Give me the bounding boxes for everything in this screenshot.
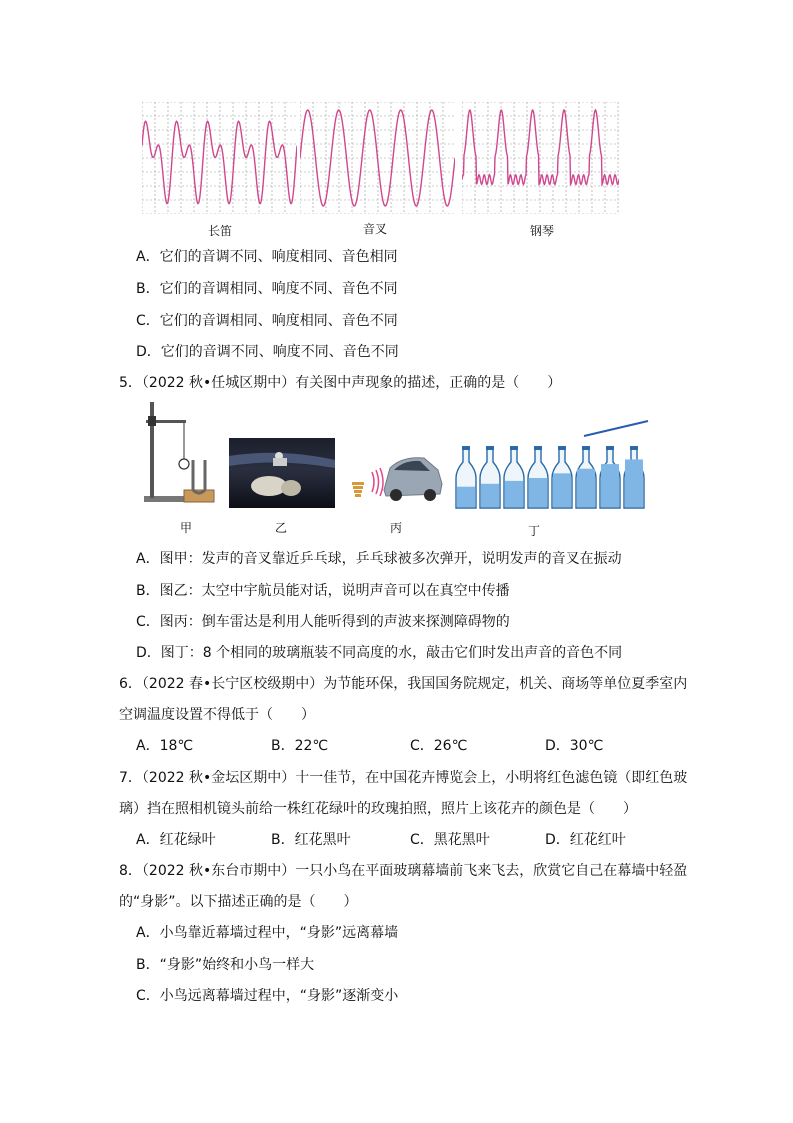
caption-flute: 长笛 — [208, 224, 233, 238]
q8-stem-line1: 8．（2022 秋•东台市期中）一只小鸟在平面玻璃幕墙前飞来飞去，欣赏它自己在幕墙中轻盈 — [119, 863, 688, 879]
q7-stem-line1: 7．（2022 秋•金坛区期中）十一佳节，在中国花卉博览会上，小明将红色滤色镜（即红色玻 — [119, 770, 688, 786]
q7-option-a: A．红花绿叶 — [136, 832, 216, 848]
figure-label-yi: 乙 — [275, 521, 288, 535]
q7-stem-line2: 璃）挡在照相机镜头前给一株红花绿叶的玫瑰拍照，照片上该花卉的颜色是（ ） — [119, 801, 637, 817]
figure-jia-tuning-fork-stand — [138, 398, 218, 508]
figure-label-jia: 甲 — [180, 521, 193, 535]
q4-option-c: C．它们的音调相同、响度相同、音色不同 — [136, 313, 398, 329]
q8-option-b: B．“身影”始终和小鸟一样大 — [136, 957, 315, 973]
q5-option-d: D．图丁：8 个相同的玻璃瓶装不同高度的水，敲击它们时发出声音的音色不同 — [136, 645, 623, 661]
q4-option-b: B．它们的音调相同、响度不同、音色不同 — [136, 281, 398, 297]
caption-tuning-fork: 音叉 — [363, 222, 388, 236]
q6-option-a: A．18℃ — [136, 738, 194, 754]
figure-yi-astronauts-photo — [229, 438, 335, 508]
q7-option-b: B．红花黑叶 — [271, 832, 351, 848]
q5-option-b: B．图乙：太空中宇航员能对话，说明声音可以在真空中传播 — [136, 583, 510, 599]
glass-bottle — [552, 446, 572, 508]
q5-option-c: C．图丙：倒车雷达是利用人能听得到的声波来探测障碍物的 — [136, 614, 510, 630]
glass-bottle — [600, 446, 620, 508]
caption-piano: 钢琴 — [530, 224, 555, 238]
piano-wave-line — [462, 110, 619, 184]
q4-option-d: D．它们的音调不同、响度不同、音色不同 — [136, 344, 399, 360]
q5-option-a: A．图甲：发声的音叉靠近乒乓球，乒乓球被多次弹开，说明发声的音叉在振动 — [136, 551, 622, 567]
q8-option-a: A．小鸟靠近幕墙过程中，“身影”远离幕墙 — [136, 925, 399, 941]
tuning-fork-wave-line — [300, 110, 455, 206]
waveform-piano — [462, 102, 619, 214]
figure-bing-car-radar — [350, 448, 446, 504]
figure-label-ding: 丁 — [528, 524, 541, 538]
glass-bottle — [528, 446, 548, 508]
glass-bottle — [504, 446, 524, 508]
glass-bottle — [624, 446, 644, 508]
tuning-fork-stand-drawing — [138, 398, 218, 508]
waveform-flute — [142, 102, 297, 214]
flute-wave-line — [142, 121, 297, 203]
q8-stem-line2: 的“身影”。以下描述正确的是（ ） — [119, 894, 358, 910]
q6-stem-line1: 6．（2022 春•长宁区校级期中）为节能环保，我国国务院规定，机关、商场等单位夏季室内 — [119, 676, 688, 692]
q5-stem: 5．（2022 秋•任城区期中）有关图中声现象的描述，正确的是（ ） — [119, 375, 562, 391]
q6-stem-line2: 空调温度设置不得低于（ ） — [119, 707, 315, 723]
q6-option-b: B．22℃ — [271, 738, 329, 754]
striking-stick — [582, 418, 650, 438]
figure-label-bing: 丙 — [390, 521, 403, 535]
glass-bottle — [576, 446, 596, 508]
glass-bottle — [480, 446, 500, 508]
q7-option-d: D．红花红叶 — [545, 832, 626, 848]
waveform-tuning-fork — [300, 102, 455, 214]
q7-option-c: C．黑花黑叶 — [410, 832, 490, 848]
q4-option-a: A．它们的音调不同、响度相同、音色相同 — [136, 249, 398, 265]
glass-bottle — [456, 446, 476, 508]
q8-option-c: C．小鸟远离幕墙过程中，“身影”逐渐变小 — [136, 988, 399, 1004]
q6-option-c: C．26℃ — [410, 738, 468, 754]
q6-option-d: D．30℃ — [545, 738, 604, 754]
